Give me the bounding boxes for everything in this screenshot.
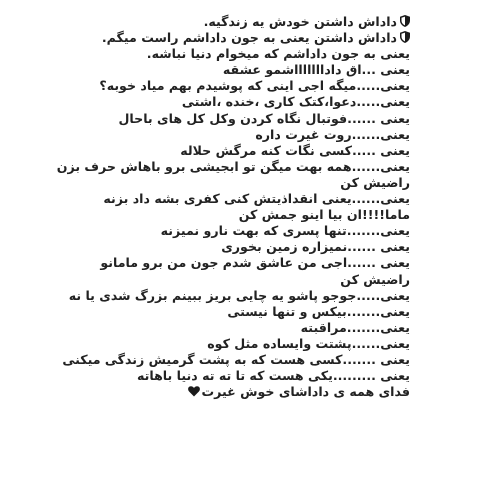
post-line-12: یعنی.......تنها پسری که بهت نارو نمیزنه <box>160 223 410 239</box>
post-line-15: یعنی.....جوجو پاشو یه چایی بریز ببینم بزرگ شدی یا نه <box>68 287 410 303</box>
post-line-5: یعنی.....میگه اجی اینی که پوشیدم بهم میاد خوبه؟ <box>99 78 410 94</box>
post-line-17: یعنی.......مراقبته <box>300 319 410 335</box>
shield-icon <box>400 15 410 27</box>
post-line-2 <box>56 30 410 46</box>
post-line-8: یعنی......روت غیرت داره <box>255 126 410 142</box>
post-line-21 <box>56 384 410 401</box>
post-line-19: یعنی .......کسی هست که به پشت گرمیش زندگی میکنی <box>62 351 410 367</box>
post-line-text: فدای همه ی داداشای خوش غیرت <box>201 384 410 400</box>
post-line-11: یعنی......یعنی انقداذیتش کنی کفری بشه داد بزنه ماما!!!!ان بیا اینو جمش کن <box>103 191 410 223</box>
post-line-7: یعنی ......فوتبال نگاه کردن وکل کل های باحال <box>118 110 410 126</box>
post-line-18: یعنی......پشتت وایساده مثل کوه <box>207 335 410 351</box>
post-line-3: یعنی به جون داداشم که میخوام دنیا نباشه. <box>146 46 410 62</box>
post-line-9: یعنی .....کسی نگات کنه مرگش حلاله <box>180 142 410 158</box>
post-text <box>56 14 410 401</box>
post-line-text: داداش داشتن خودش یه زندگیه. <box>203 14 397 29</box>
post-line-16: یعنی.......بیکس و تنها نیستی <box>227 303 410 319</box>
post-line-4: یعنی ...اق داداااااااشمو عشقه <box>222 62 410 78</box>
post-line-text: داداش داشتن یعنی به جون داداشم راست میگم. <box>101 30 397 46</box>
post-line-10: یعنی......همه بهت میگن تو ابجیشی برو باهاش حرف بزن راضیش کن <box>56 158 410 190</box>
post-line-14: یعنی ......اجی من عاشق شدم جون من برو مامانو راضیش کن <box>100 255 410 287</box>
post-line-20: یعنی .........یکی هست که تا ته ته دنیا باهاته <box>136 368 410 384</box>
post-line-1 <box>56 14 410 30</box>
post-line-13: یعنی ......نمیزاره زمین بخوری <box>221 239 410 255</box>
heart-icon <box>188 385 200 401</box>
shield-icon <box>400 31 410 43</box>
post-line-6: یعنی.....دعوا،کتک کاری ،خنده ،اشتی <box>181 94 410 110</box>
